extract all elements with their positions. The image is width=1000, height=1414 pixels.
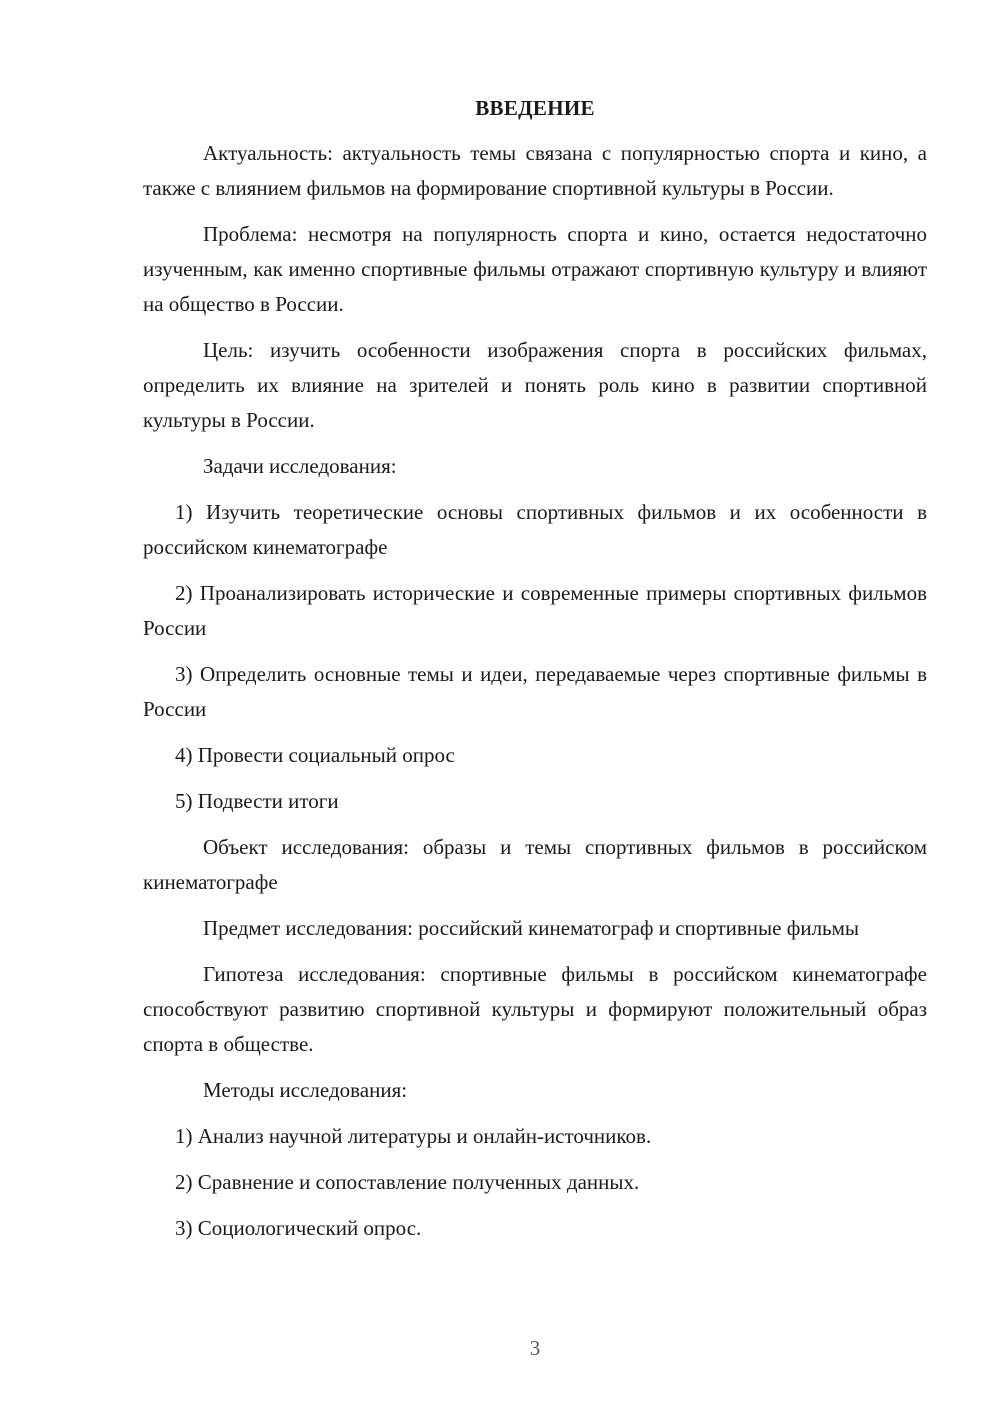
method-item: 1) Анализ научной литературы и онлайн-источников. [175,1124,652,1148]
method-item: 3) Социологический опрос. [175,1216,422,1240]
problem-paragraph: Проблема: несмотря на популярность спорта и кино, остается недостаточно изученным, как именно спортивные фильмы отражают спортивную культуру и влияют на общество в России. [143,222,927,316]
task-item: 2) Проанализировать исторические и современные примеры спортивных фильмов России [143,581,927,640]
methods-heading: Методы исследования: [203,1078,408,1102]
task-item: 3) Определить основные темы и идеи, передаваемые через спортивные фильмы в России [143,662,927,721]
page-title: ВВЕДЕНИЕ [475,96,595,120]
page-content [143,90,927,1257]
actuality-paragraph: Актуальность: актуальность темы связана с популярностью спорта и кино, а также с влиянием фильмов на формирование спортивной культуры в России. [143,141,927,200]
goal-paragraph: Цель: изучить особенности изображения спорта в российских фильмах, определить их влияние на зрителей и понять роль кино в развитии спортивной культуры в России. [143,338,927,432]
hypothesis-paragraph: Гипотеза исследования: спортивные фильмы в российском кинематографе способствуют развитию спортивной культуры и формируют положительный образ спорта в обществе. [143,962,927,1056]
task-item: 4) Провести социальный опрос [175,743,455,767]
subject-paragraph: Предмет исследования: российский кинематограф и спортивные фильмы [203,916,860,940]
method-item: 2) Сравнение и сопоставление полученных данных. [175,1170,640,1194]
task-item: 1) Изучить теоретические основы спортивных фильмов и их особенности в российском кинематографе [143,500,927,559]
task-item: 5) Подвести итоги [175,789,339,813]
page-number: 3 [529,1336,541,1360]
object-paragraph: Объект исследования: образы и темы спортивных фильмов в российском кинематографе [143,835,927,894]
tasks-heading: Задачи исследования: [203,454,397,478]
